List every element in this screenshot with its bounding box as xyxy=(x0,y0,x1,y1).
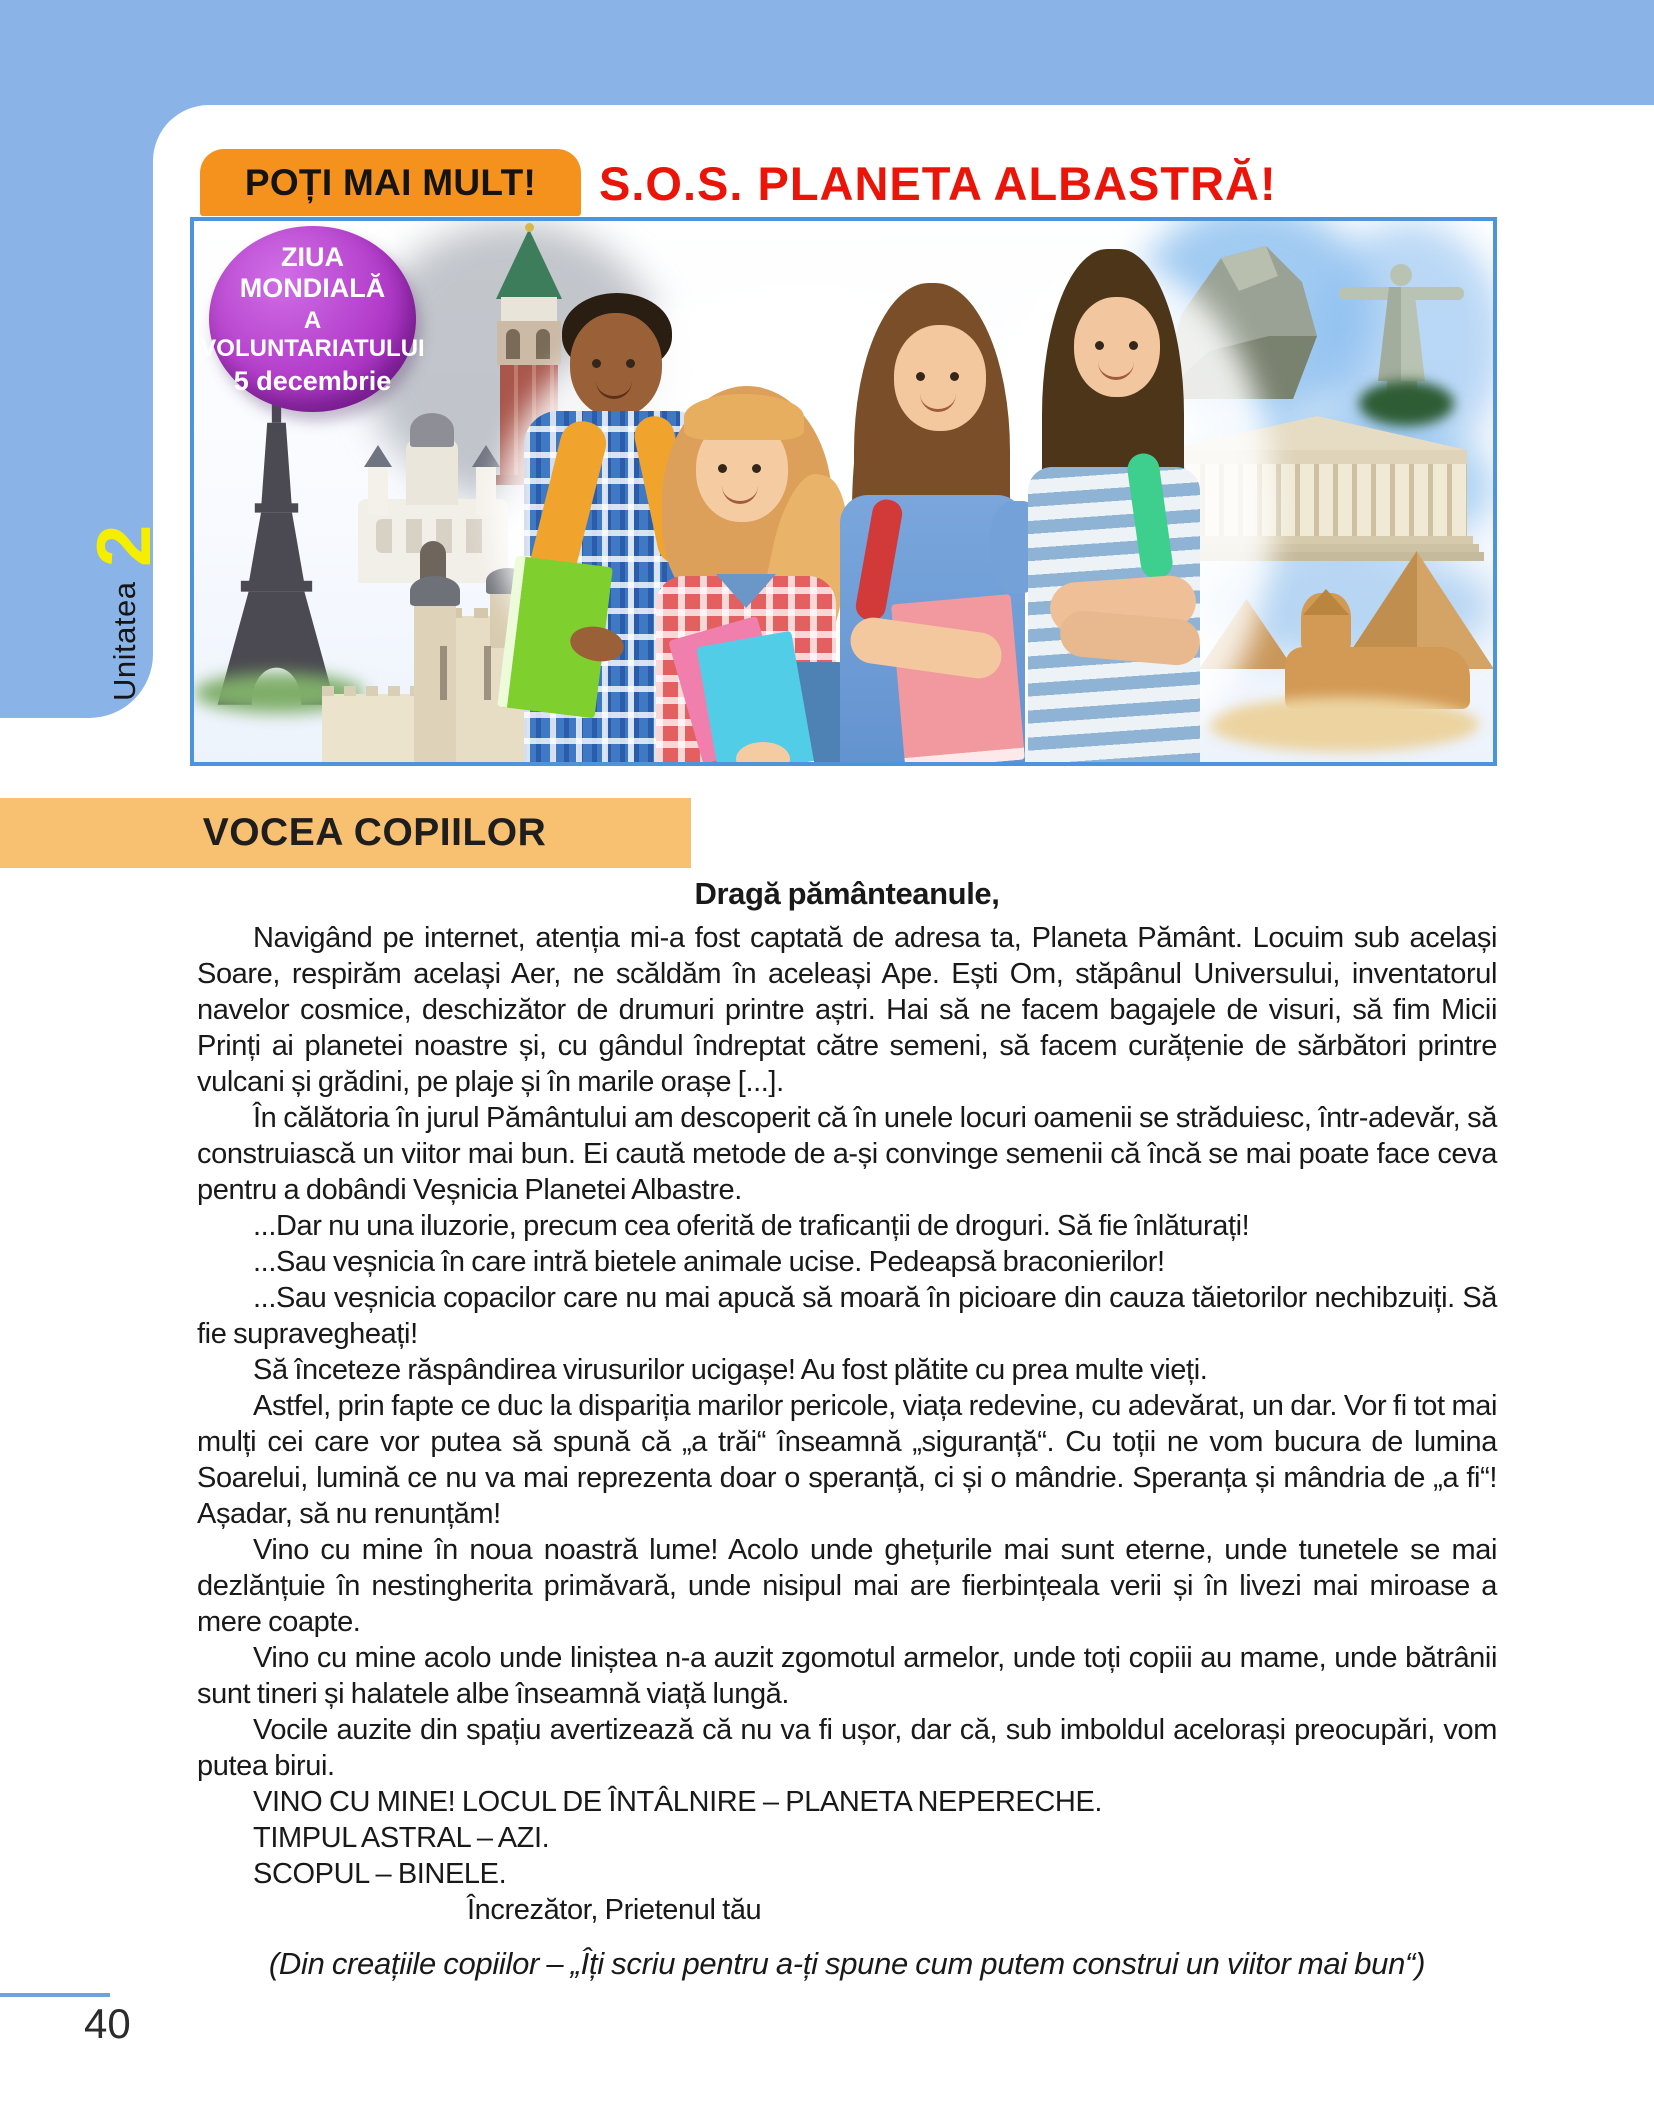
letter-paragraph: ...Sau veșnicia copacilor care nu mai apucă să moară în picioare din cauza tăietorilor nechibzuiți. Să fie supravegheați! xyxy=(197,1282,1497,1350)
letter-paragraph: ...Dar nu una iluzorie, precum cea oferită de traficanții de droguri. Să fie înlăturați! xyxy=(253,1210,1250,1242)
letter-paragraph: ...Sau veșnicia în care intră bietele animale ucise. Pedeapsă braconierilor! xyxy=(253,1246,1165,1278)
schoolgirl-denim-photo xyxy=(812,283,1047,766)
frame-corner xyxy=(153,105,209,161)
unit-number: 2 xyxy=(82,524,167,568)
letter-call-line: VINO CU MINE! LOCUL DE ÎNTÂLNIRE – PLANETA NEPERECHE. xyxy=(253,1786,1103,1818)
unit-rail xyxy=(84,503,166,723)
page-number-rule xyxy=(0,1993,110,1997)
letter-call-line: TIMPUL ASTRAL – AZI. xyxy=(253,1822,550,1854)
letter-paragraph: În călătoria în jurul Pământului am descoperit că în unele locuri oamenii se străduiesc, într-adevăr, să construiască un viitor mai bun. Ei caută metode de a-și convinge semenii că încă se mai poate face ceva pentru a dobândi Veșnicia Planetei Albastre. xyxy=(197,1102,1497,1206)
unit-label: Unitatea xyxy=(107,581,142,702)
letter-paragraph: Vocile auzite din spațiu avertizează că nu va fi ușor, dar că, sub imboldul acelorași preocupări, vom putea birui. xyxy=(197,1714,1497,1782)
page-number: 40 xyxy=(84,2000,131,2047)
badge-line-1: ZIUA MONDIALĂ xyxy=(239,241,386,303)
vocea-copiilor-banner xyxy=(0,798,691,868)
letter-signature: Încrezător, Prietenul tău xyxy=(467,1894,762,1926)
letter-greeting: Dragă pământeanule, xyxy=(694,876,1000,911)
letter-paragraph: Să înceteze răspândirea virusurilor ucigașe! Au fost plătite cu prea multe vieți. xyxy=(253,1354,1208,1386)
letter-paragraph: Vino cu mine acolo unde liniștea n-a auzit zgomotul armelor, unde toți copiii au mame, unde bătrânii sunt tineri și halatele albe înseamnă viață lungă. xyxy=(197,1642,1497,1710)
badge-line-3: 5 decembrie xyxy=(233,365,392,396)
banner-label: VOCEA COPIILOR xyxy=(202,811,547,854)
tag-label: POȚI MAI MULT! xyxy=(244,161,537,203)
christ-redeemer-photo xyxy=(1329,231,1474,436)
photo-collage xyxy=(190,217,1497,766)
top-bar xyxy=(0,0,1654,105)
page-title: S.O.S. PLANETA ALBASTRĂ! xyxy=(599,156,1277,210)
volunteering-day-badge xyxy=(200,226,425,412)
letter-source: (Din creațiile copiilor – „Îți scriu pentru a-ți spune cum putem construi un viitor mai bun“) xyxy=(268,1946,1426,1981)
letter-call-line: SCOPUL – BINELE. xyxy=(253,1858,507,1890)
badge-line-2: A VOLUNTARIATULUI xyxy=(200,306,425,362)
letter-text xyxy=(197,876,1497,1982)
letter-paragraph: Astfel, prin fapte ce duc la dispariția marilor pericole, viața redevine, cu adevărat, un dar. Vor fi tot mai mulți cei care vor putea să spună că „a trăi“ înseamnă „siguranță“. Cu toții ne vom bucura de lumina Soarelui, lumină ce nu va mai reprezenta doar o speranță, ci și o mândrie. Speranța și mândria de „a fi“! Așadar, să nu renunțăm! xyxy=(197,1390,1497,1530)
letter-paragraph: Navigând pe internet, atenția mi-a fost captată de adresa ta, Planeta Pământ. Locuim sub același Soare, respirăm același Aer, ne scăldăm în aceleași Ape. Ești Om, stăpânul Universului, inventatorul navelor cosmice, deschizător de drumuri printre aștri. Hai să ne facem bagajele de visuri, să fim Micii Prinți ai planetei noastre și, cu gândul îndreptat către semeni, să facem curățenie de sărbători printre vulcani și grădini, pe plaje și în marile orașe [...]. xyxy=(197,922,1497,1098)
letter-paragraph: Vino cu mine în noua noastră lume! Acolo unde ghețurile mai sunt eterne, unde tunetele se mai dezlănțuie în nestingherita primăvară, unde nisipul mai are fierbințeala verii și în livezi mai miroase a mere coapte. xyxy=(197,1534,1497,1638)
schoolgirl-striped-photo xyxy=(1016,249,1211,766)
poti-mai-mult-tag xyxy=(200,149,581,216)
